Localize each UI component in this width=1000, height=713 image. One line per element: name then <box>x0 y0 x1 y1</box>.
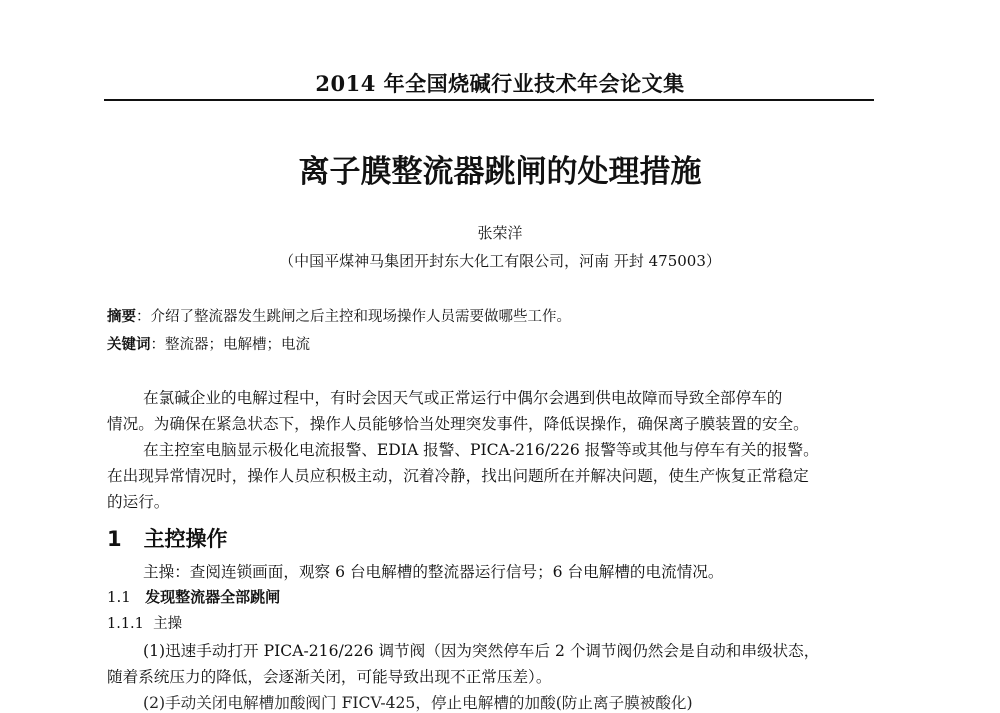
running-header: 2014 年全国烧碱行业技术年会论文集 <box>315 71 685 96</box>
body-paragraph-1-line-2: 情况。为确保在紧急状态下，操作人员能够恰当处理突发事件，降低误操作，确保离子膜装置的安全。 <box>107 415 809 433</box>
list-item-1-line-1: (1)迅速手动打开 PICA-216/226 调节阀（因为突然停车后 2 个调节阀仍然会是自动和串级状态， <box>143 642 820 660</box>
section-1-1-1-number: 1.1.1 <box>107 616 144 632</box>
body-paragraph-2-line-2: 在出现异常情况时，操作人员应积极主动，沉着冷静，找出问题所在并解决问题，使生产恢复正常稳定 <box>107 467 809 485</box>
section-1-title: 主控操作 <box>143 527 228 551</box>
list-item-2-partial: (2)手动关闭电解槽加酸阀门 FICV-425，停止电解槽的加酸(防止离子膜被酸化) <box>143 694 693 712</box>
list-item-1-line-2: 随着系统压力的降低，会逐渐关闭，可能导致出现不正常压差）。 <box>107 668 552 686</box>
section-1-1-1-heading <box>107 612 182 633</box>
keywords-text: ：整流器；电解槽；电流 <box>150 337 310 353</box>
author-affiliation: （中国平煤神马集团开封东大化工有限公司，河南 开封 475003） <box>279 252 721 270</box>
header-divider <box>104 99 874 101</box>
section-1-intro: 主操：查阅连锁画面，观察 6 台电解槽的整流器运行信号；6 台电解槽的电流情况。 <box>143 563 724 581</box>
section-1-1-title: 发现整流器全部跳闸 <box>145 588 281 606</box>
abstract-label: 摘要 <box>107 309 136 325</box>
section-1-1-number: 1.1 <box>107 588 131 606</box>
section-1-heading <box>107 523 228 553</box>
keywords <box>107 333 310 354</box>
keywords-label: 关键词 <box>107 337 151 353</box>
body-paragraph-2-line-3: 的运行。 <box>107 493 170 511</box>
body-paragraph-1-line-1: 在氯碱企业的电解过程中，有时会因天气或正常运行中偶尔会遇到供电故障而导致全部停车的 <box>143 389 783 407</box>
author-name: 张荣洋 <box>477 224 523 242</box>
abstract-text: ：介绍了整流器发生跳闸之后主控和现场操作人员需要做哪些工作。 <box>136 309 571 325</box>
section-1-1-1-title: 主操 <box>153 616 183 632</box>
abstract <box>107 305 571 326</box>
body-paragraph-2-line-1: 在主控室电脑显示极化电流报警、EDIA 报警、PICA-216/226 报警等或其他与停车有关的报警。 <box>143 441 819 459</box>
section-1-1-heading <box>107 586 280 607</box>
section-1-number: 1 <box>107 527 122 551</box>
paper-title: 离子膜整流器跳闸的处理措施 <box>298 154 702 190</box>
